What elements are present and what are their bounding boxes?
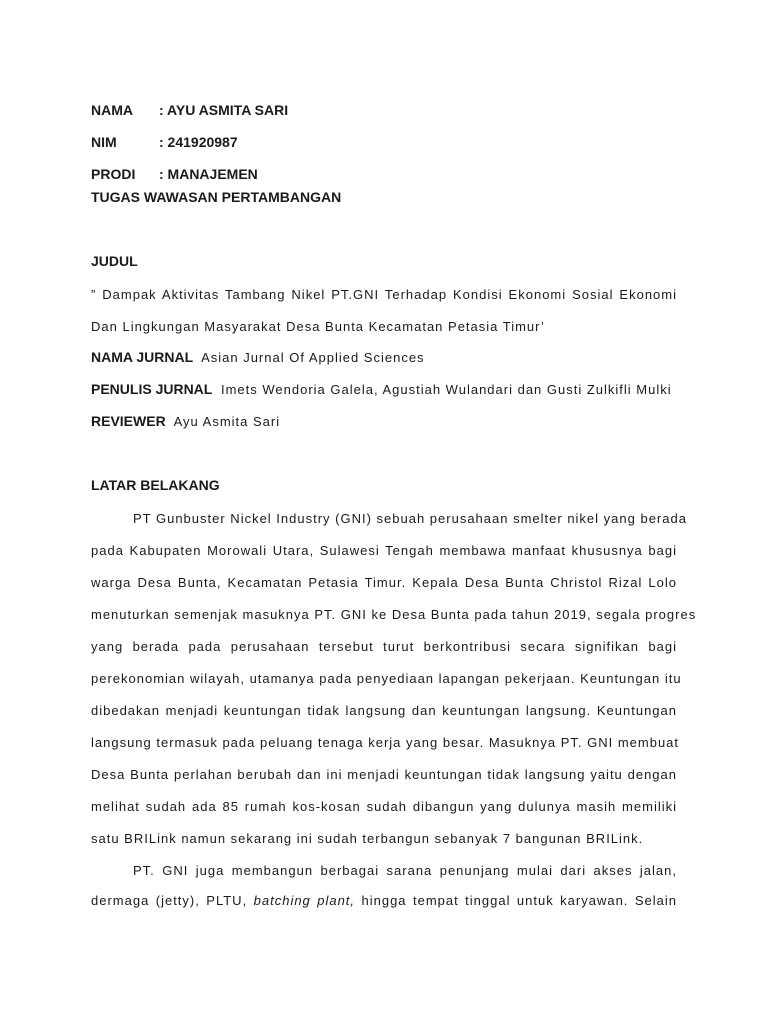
background-heading: LATAR BELAKANG [91,477,220,493]
background-line: dibedakan menjadi keuntungan tidak langsung dan keuntungan langsung. Keuntungan [91,703,677,718]
journal-author-row [91,381,672,397]
reviewer-row [91,413,280,429]
name-value: : AYU ASMITA SARI [159,102,289,118]
background-line: PT. GNI juga membangun berbagai sarana penunjang mulai dari akses jalan, [133,863,677,878]
background-line: melihat sudah ada 85 rumah kos-kosan sudah dibangun yang dulunya masih memiliki [91,799,677,814]
judul-heading: JUDUL [91,253,138,269]
judul-line-1: ” Dampak Aktivitas Tambang Nikel PT.GNI Terhadap Kondisi Ekonomi Sosial Ekonomi [91,287,677,302]
background-line: pada Kabupaten Morowali Utara, Sulawesi Tengah membawa manfaat khususnya bagi [91,543,677,558]
background-line: Desa Bunta perlahan berubah dan ini menjadi keuntungan tidak langsung yaitu dengan [91,767,677,782]
last-line-start: dermaga (jetty), PLTU, [91,893,248,908]
prodi-value: : MANAJEMEN [159,166,258,182]
background-line: yang berada pada perusahaan tersebut turut berkontribusi secara signifikan bagi [91,639,677,654]
background-line: menuturkan semenjak masuknya PT. GNI ke Desa Bunta pada tahun 2019, segala progres [91,607,697,622]
task-title: TUGAS WAWASAN PERTAMBANGAN [91,189,342,205]
background-line: PT Gunbuster Nickel Industry (GNI) sebuah perusahaan smelter nikel yang berada [133,511,687,526]
prodi-label: PRODI [91,166,136,182]
background-line: perekonomian wilayah, utamanya pada penyediaan lapangan pekerjaan. Keuntungan itu [91,671,682,686]
journal-author-label: PENULIS JURNAL [91,381,213,397]
name-label: NAMA [91,102,133,118]
background-line: langsung termasuk pada peluang tenaga kerja yang besar. Masuknya PT. GNI membuat [91,735,680,750]
reviewer-value: Ayu Asmita Sari [173,414,281,429]
journal-name-row [91,349,425,365]
journal-name-value: Asian Jurnal Of Applied Sciences [201,350,425,365]
journal-name-label: NAMA JURNAL [91,349,194,365]
judul-line-2: Dan Lingkungan Masyarakat Desa Bunta Kecamatan Petasia Timur’ [91,319,545,334]
nim-row [91,126,288,158]
reviewer-label: REVIEWER [91,413,166,429]
identity-block [91,94,288,190]
name-row [91,94,288,126]
last-line-italic: batching plant, [253,893,356,908]
background-line: satu BRILink namun sekarang ini sudah terbangun sebanyak 7 bangunan BRILink. [91,831,644,846]
background-line: warga Desa Bunta, Kecamatan Petasia Timur. Kepala Desa Bunta Christol Rizal Lolo [91,575,677,590]
journal-author-value: Imets Wendoria Galela, Agustiah Wulandari dan Gusti Zulkifli Mulki [220,382,672,397]
nim-label: NIM [91,134,117,150]
background-last-line [91,893,677,908]
last-line-end: hingga tempat tinggal untuk karyawan. Selain [361,893,677,908]
nim-value: : 241920987 [159,134,238,150]
prodi-row [91,158,288,190]
